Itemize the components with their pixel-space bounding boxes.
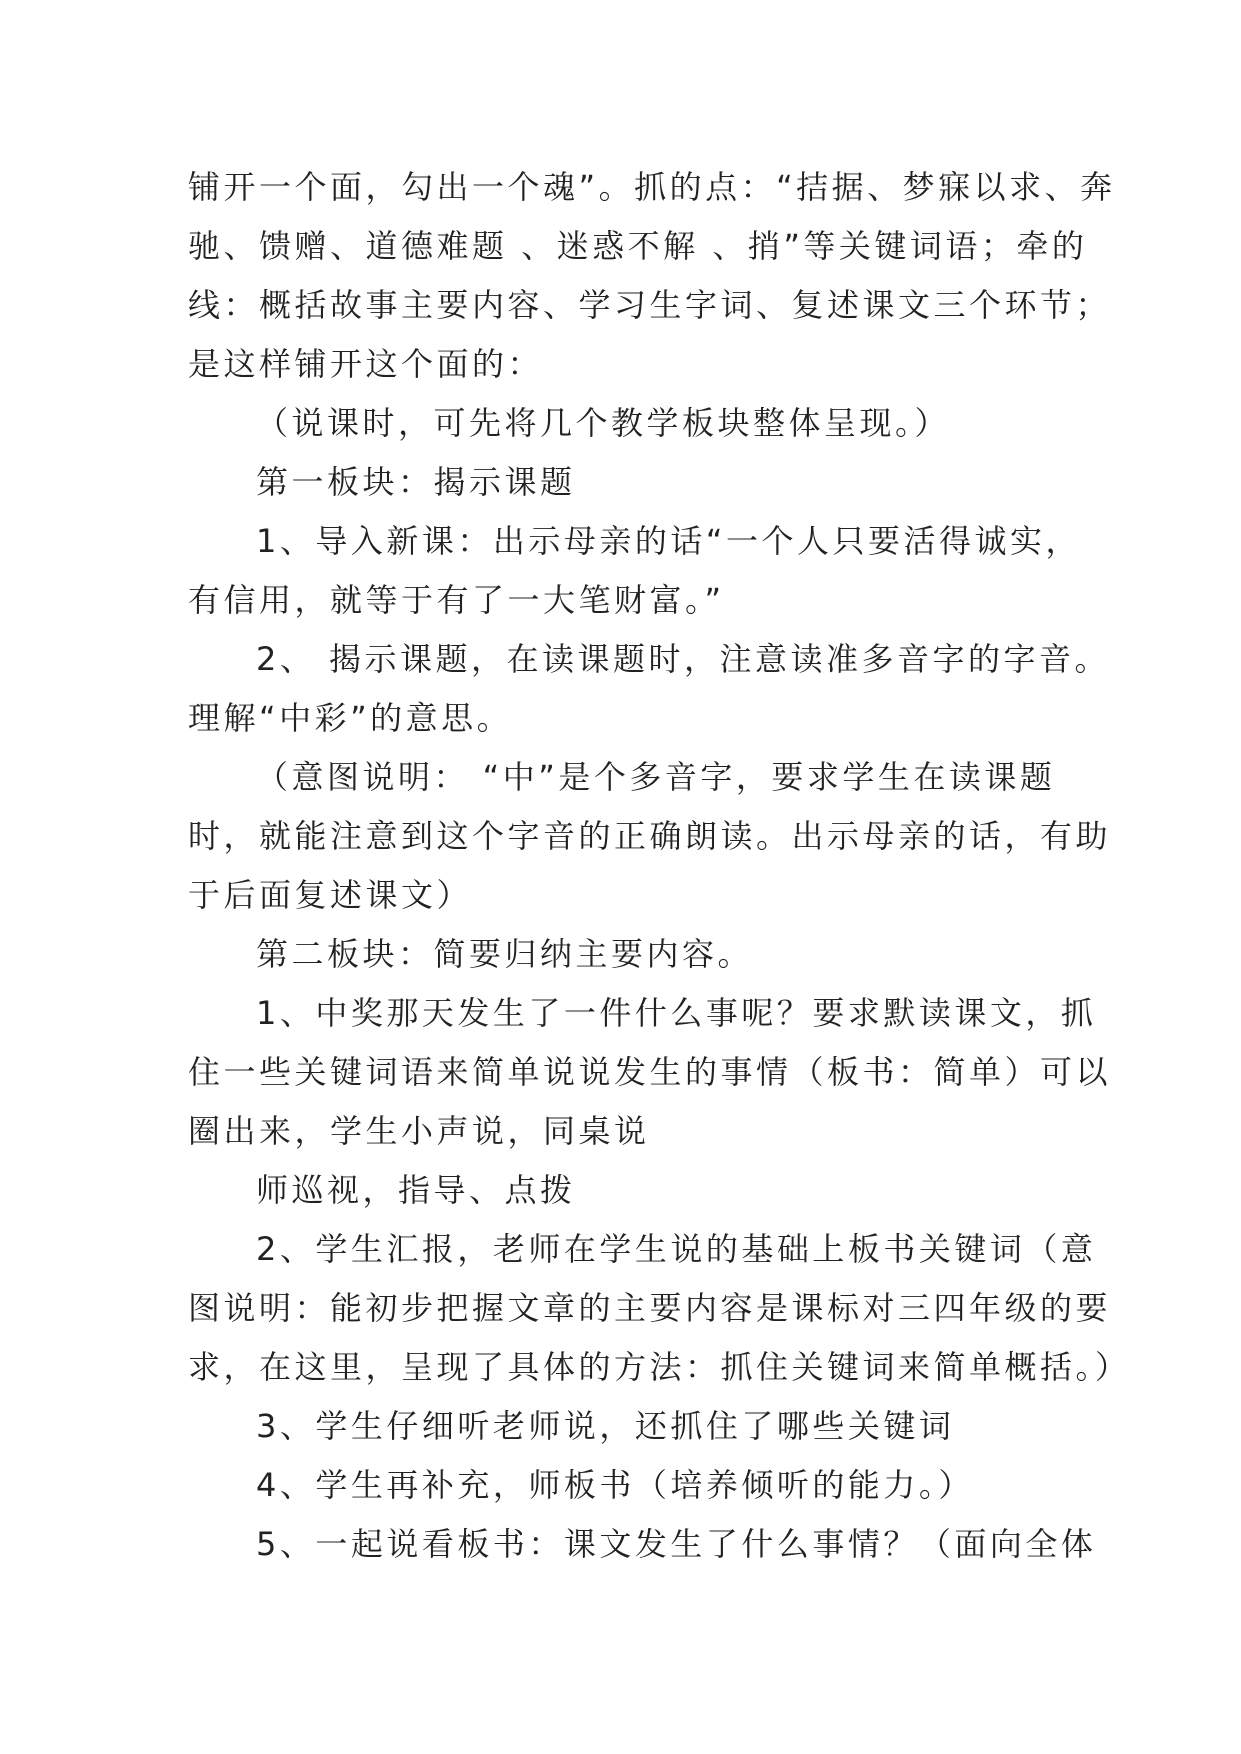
text-line: 时，就能注意到这个字音的正确朗读。出示母亲的话，有助: [188, 817, 1112, 855]
text-line: 铺开一个面，勾出一个魂”。抓的点：“拮据、梦寐以求、奔: [188, 168, 1116, 206]
text-line: 线：概括故事主要内容、学习生字词、复述课文三个环节；: [188, 286, 1112, 324]
text-line: 5、一起说看板书：课文发生了什么事情？（面向全体: [256, 1525, 1097, 1563]
text-line: 有信用，就等于有了一大笔财富。”: [188, 581, 725, 619]
text-line: 是这样铺开这个面的：: [188, 345, 544, 383]
text-line: 理解“中彩”的意思。: [188, 699, 513, 737]
text-line: 住一些关键词语来简单说说发生的事情（板书：简单）可以: [188, 1053, 1112, 1091]
text-line: 第二板块：简要归纳主要内容。: [256, 935, 754, 973]
text-line: 4、学生再补充，师板书（培养倾听的能力。）: [256, 1466, 974, 1504]
text-line: 第一板块：揭示课题: [256, 463, 576, 501]
text-line: 驰、馈赠、道德难题 、迷惑不解 、捎”等关键词语；牵的: [188, 227, 1088, 265]
text-line: （意图说明： “中”是个多音字，要求学生在读课题: [256, 758, 1056, 796]
text-line: （说课时，可先将几个教学板块整体呈现。）: [256, 404, 951, 442]
text-line: 2、学生汇报，老师在学生说的基础上板书关键词（意: [256, 1230, 1097, 1268]
text-line: 图说明：能初步把握文章的主要内容是课标对三四年级的要: [188, 1289, 1112, 1327]
text-line: 1、导入新课：出示母亲的话“一个人只要活得诚实，: [256, 522, 1081, 560]
text-line: 2、 揭示课题，在读课题时，注意读准多音字的字音。: [256, 640, 1111, 678]
text-line: 1、中奖那天发生了一件什么事呢？要求默读课文，抓: [256, 994, 1097, 1032]
text-line: 3、学生仔细听老师说，还抓住了哪些关键词: [256, 1407, 955, 1445]
text-line: 圈出来，学生小声说，同桌说: [188, 1112, 650, 1150]
text-line: 于后面复述课文）: [188, 876, 473, 914]
text-line: 求，在这里，呈现了具体的方法：抓住关键词来简单概括。）: [188, 1348, 1131, 1386]
text-line: 师巡视，指导、点拨: [256, 1171, 576, 1209]
document-body: [188, 158, 1131, 1574]
